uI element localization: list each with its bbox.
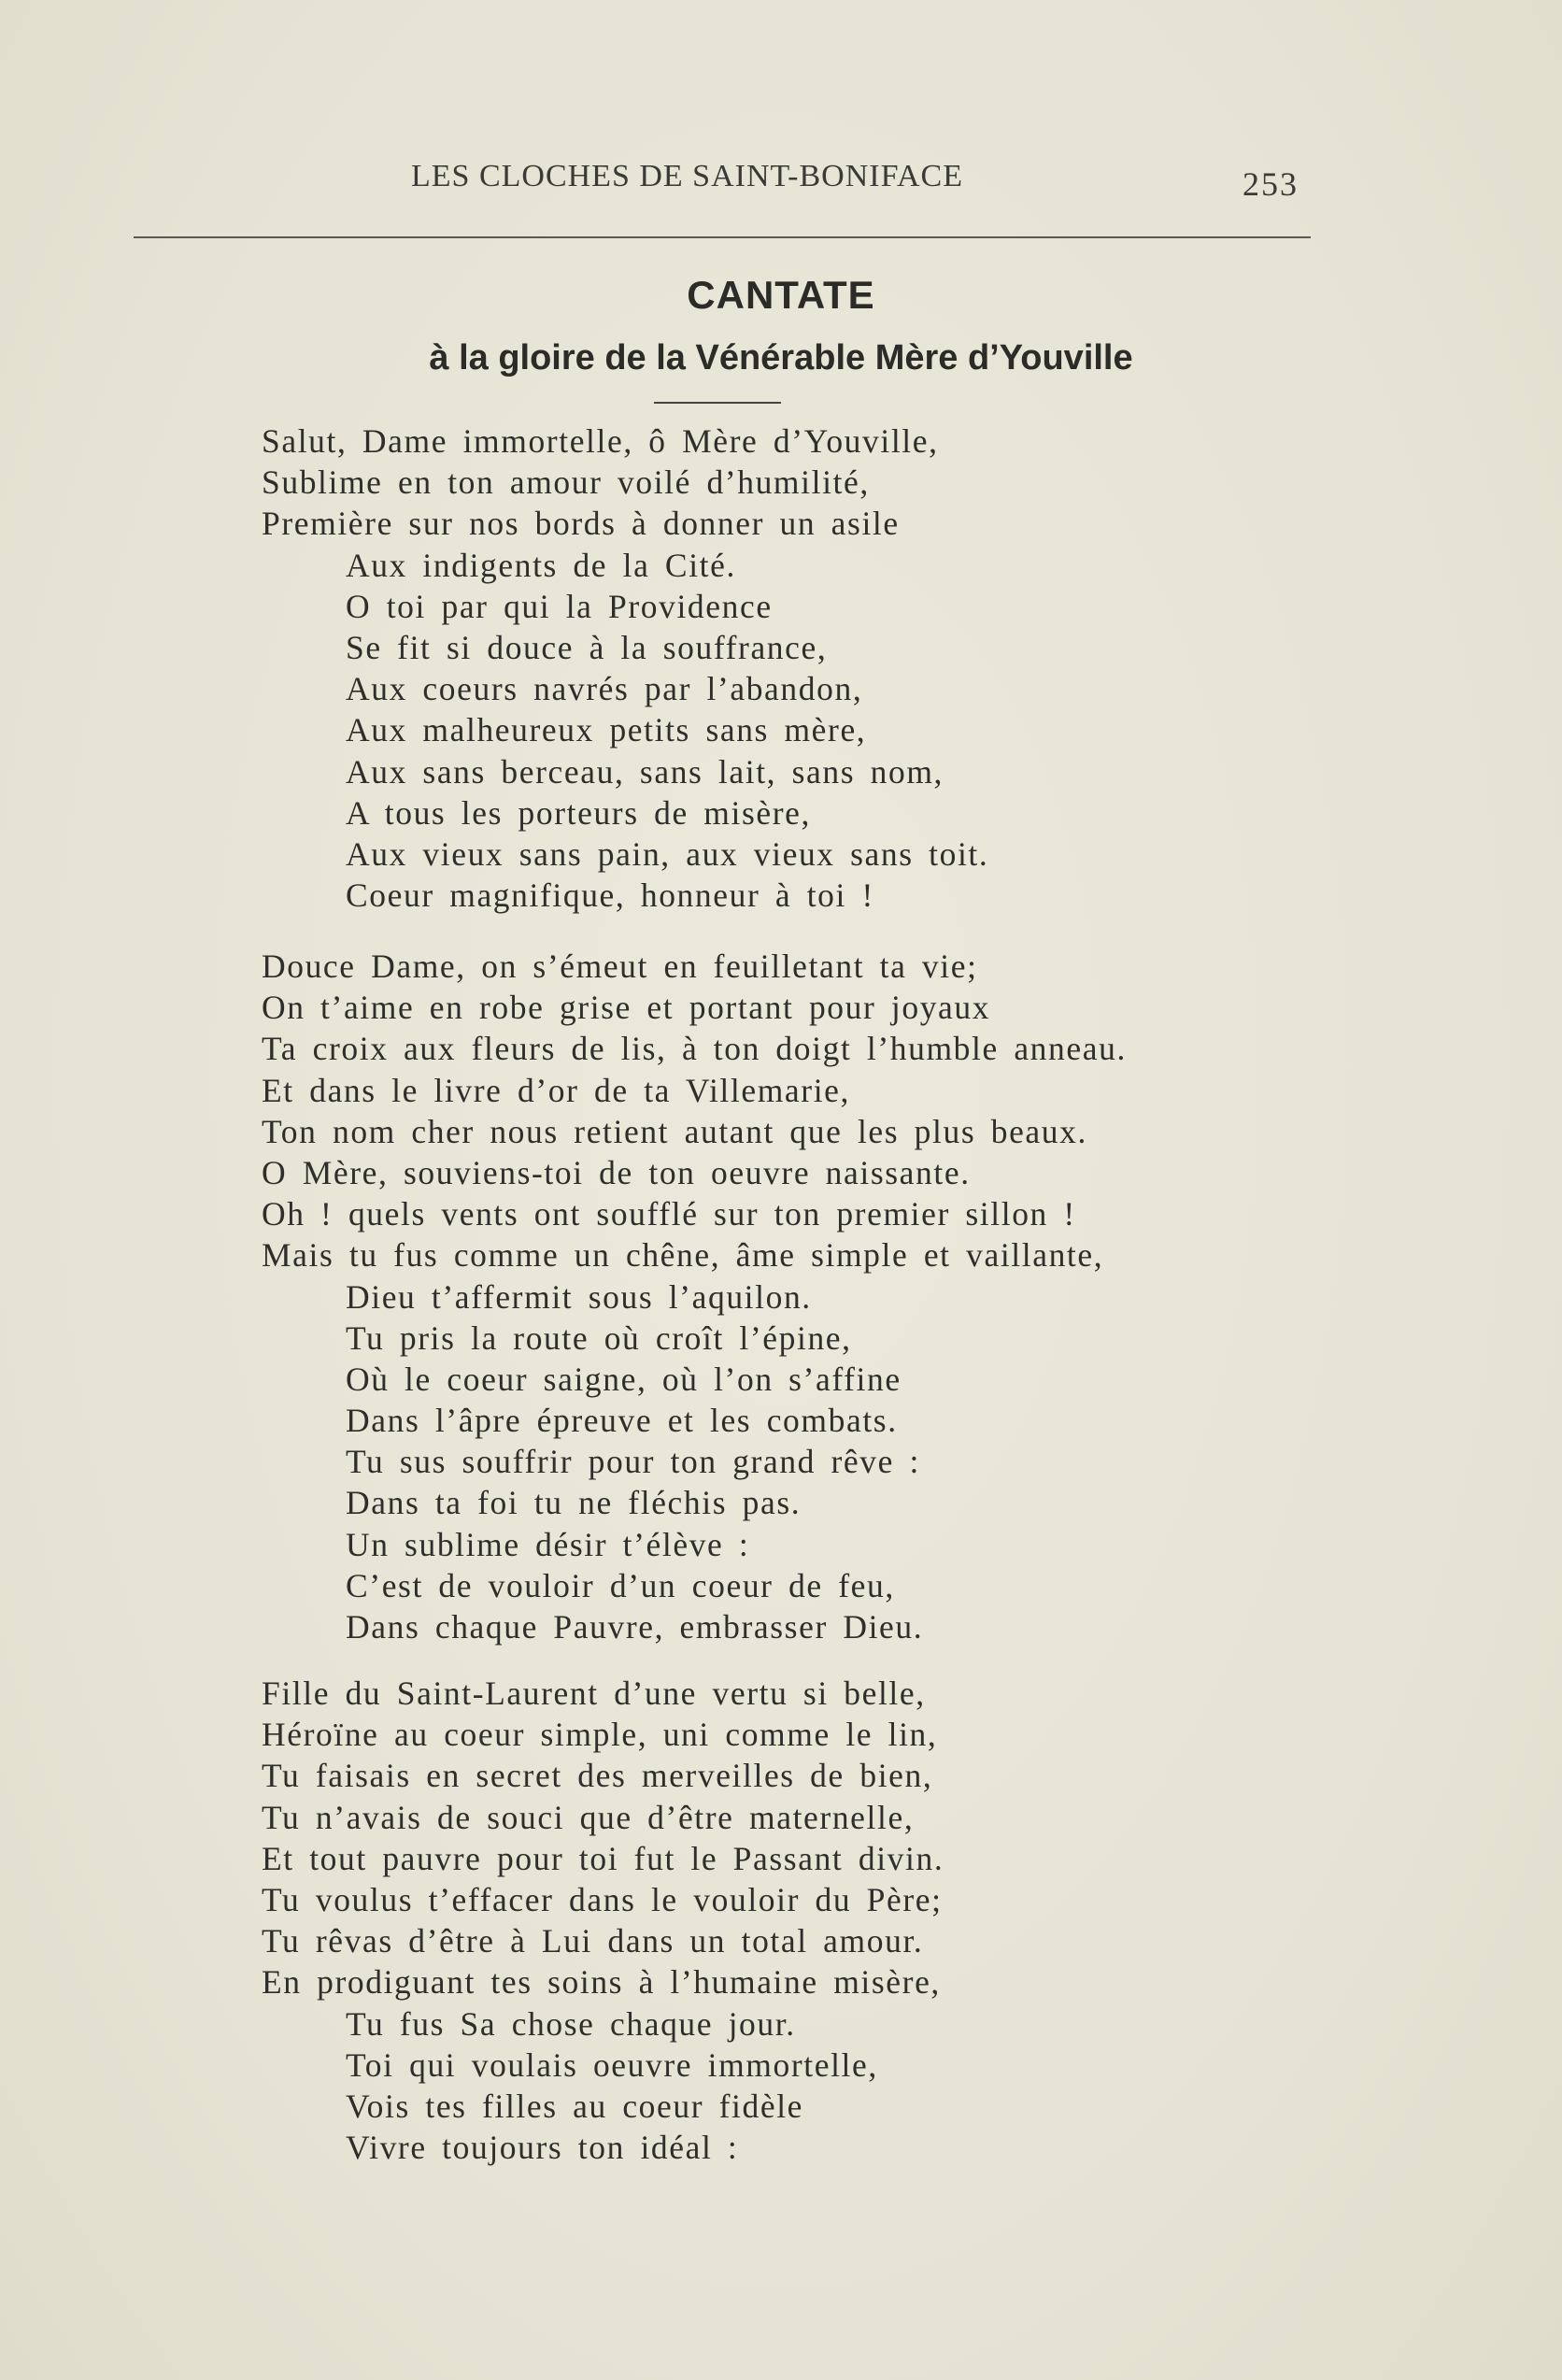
verse-line: Tu pris la route où croît l’épine, [346,1318,852,1357]
verse-line: Toi qui voulais oeuvre immortelle, [346,2045,878,2084]
verse-line: Tu faisais en secret des merveilles de bien, [262,1757,933,1795]
verse-line: Aux malheureux petits sans mère, [346,711,867,749]
verse-line: Aux indigents de la Cité. [346,546,736,584]
verse-line: Vivre toujours ton idéal : [346,2129,739,2167]
verse-line: Tu rêvas d’être à Lui dans un total amour. [262,1922,924,1960]
verse-line: Tu sus souffrir pour ton grand rêve : [346,1443,920,1481]
verse-line: Vois tes filles au coeur fidèle [346,2087,804,2125]
verse-line: Dans chaque Pauvre, embrasser Dieu. [346,1608,924,1646]
verse-line: Douce Dame, on s’émeut en feuilletant ta vie; [262,948,978,985]
poem-subtitle: à la gloire de la Vénérable Mère d’Youville [429,338,1133,378]
verse-line: C’est de vouloir d’un coeur de feu, [346,1566,895,1604]
verse-line: Et tout pauvre pour toi fut le Passant divin. [262,1839,944,1877]
verse-line: Aux coeurs navrés par l’abandon, [346,670,863,708]
verse-line: Coeur magnifique, honneur à toi ! [346,876,874,915]
verse-line: O Mère, souviens-toi de ton oeuvre naissante. [262,1153,971,1191]
stanza-2 [262,946,1127,1647]
running-title: LES CLOCHES DE SAINT-BONIFACE [411,159,963,193]
verse-line: Dans l’âpre épreuve et les combats. [346,1402,898,1440]
verse-line: Mais tu fus comme un chêne, âme simple et vaillante, [262,1236,1104,1275]
stanza-3 [262,1673,944,2168]
verse-line: Sublime en ton amour voilé d’humilité, [262,463,870,502]
verse-line: Fille du Saint-Laurent d’une vertu si belle, [262,1675,926,1712]
verse-line: Aux vieux sans pain, aux vieux sans toit. [346,834,989,873]
verse-line: Ton nom cher nous retient autant que les plus beaux. [262,1112,1087,1150]
verse-line: Aux sans berceau, sans lait, sans nom, [346,752,944,791]
verse-line: Tu n’avais de souci que d’être maternelle, [262,1798,915,1836]
verse-line: Et dans le livre d’or de ta Villemarie, [262,1071,850,1109]
verse-line: Héroïne au coeur simple, uni comme le lin, [262,1716,938,1754]
verse-line: Oh ! quels vents ont soufflé sur ton premier sillon ! [262,1195,1076,1233]
verse-line: O toi par qui la Providence [346,587,773,625]
verse-line: En prodiguant tes soins à l’humaine misère, [262,1963,941,2002]
verse-line: Où le coeur saigne, où l’on s’affine [346,1360,902,1398]
header-rule [134,236,1311,238]
verse-line: Un sublime désir t’élève : [346,1525,750,1563]
verse-line: Dieu t’affermit sous l’aquilon. [346,1277,812,1316]
title-rule [654,402,781,404]
verse-line: A tous les porteurs de misère, [346,793,812,832]
verse-line: Tu fus Sa chose chaque jour. [346,2004,796,2043]
verse-line: Tu voulus t’effacer dans le vouloir du Père; [262,1880,943,1918]
verse-line: Salut, Dame immortelle, ô Mère d’Youville, [262,422,939,460]
verse-line: On t’aime en robe grise et portant pour joyaux [262,989,991,1027]
verse-line: Dans ta foi tu ne fléchis pas. [346,1484,802,1522]
verse-line: Se fit si douce à la souffrance, [346,628,828,666]
verse-line: Ta croix aux fleurs de lis, à ton doigt l’humble anneau. [262,1030,1127,1068]
verse-line: Première sur nos bords à donner un asile [262,505,900,543]
page-number: 253 [1242,165,1299,203]
poem-title: CANTATE [687,273,875,317]
stanza-1 [262,420,988,916]
